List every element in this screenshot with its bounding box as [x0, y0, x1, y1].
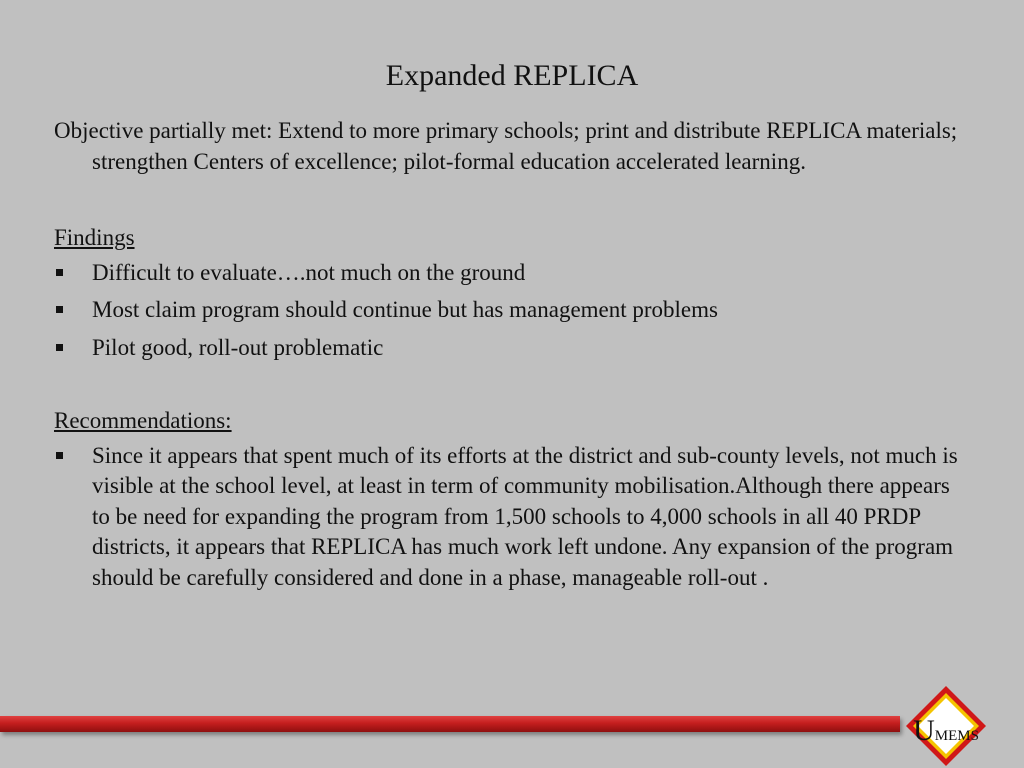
umems-logo — [904, 684, 988, 768]
square-bullet-icon — [56, 269, 63, 276]
logo-text — [904, 716, 988, 746]
logo-rest: MEMS — [934, 728, 979, 744]
recommendations-list — [54, 441, 964, 594]
list-item-text: Pilot good, roll-out problematic — [92, 334, 384, 360]
list-item — [54, 295, 964, 326]
square-bullet-icon — [56, 452, 63, 459]
footer-bar — [0, 716, 900, 732]
spacer — [54, 370, 964, 406]
recommendations-heading: Recommendations: — [54, 408, 232, 433]
slide-content — [54, 116, 964, 600]
list-item-text: Difficult to evaluate….not much on the ground — [92, 259, 526, 285]
square-bullet-icon — [56, 344, 63, 351]
list-item — [54, 258, 964, 289]
list-item-text: Most claim program should continue but has management problems — [92, 297, 718, 322]
findings-heading: Findings — [54, 225, 135, 250]
slide-title: Expanded REPLICA — [385, 59, 639, 92]
list-item — [54, 441, 964, 594]
list-item-text: Since it appears that spent much of its efforts at the district and sub-county levels, not much is visible at the school level, at least in term of community mobilisation.Although there appears to be need for expanding the program from 1,500 schools to 4,000 schools in all 40 PRDP districts, it appears that REPLICA has much work left undone. Any expansion of the program should be carefully considered and done in a phase, manageable roll-out . — [92, 442, 958, 590]
findings-list — [54, 258, 964, 364]
square-bullet-icon — [56, 306, 63, 313]
objective-text: Objective partially met: Extend to more primary schools; print and distribute REPLICA materials; strengthen Centers of excellence; pilot-formal education accelerated learning. — [54, 118, 958, 174]
list-item — [54, 333, 964, 364]
logo-initial: U — [913, 714, 935, 747]
spacer — [54, 177, 964, 223]
